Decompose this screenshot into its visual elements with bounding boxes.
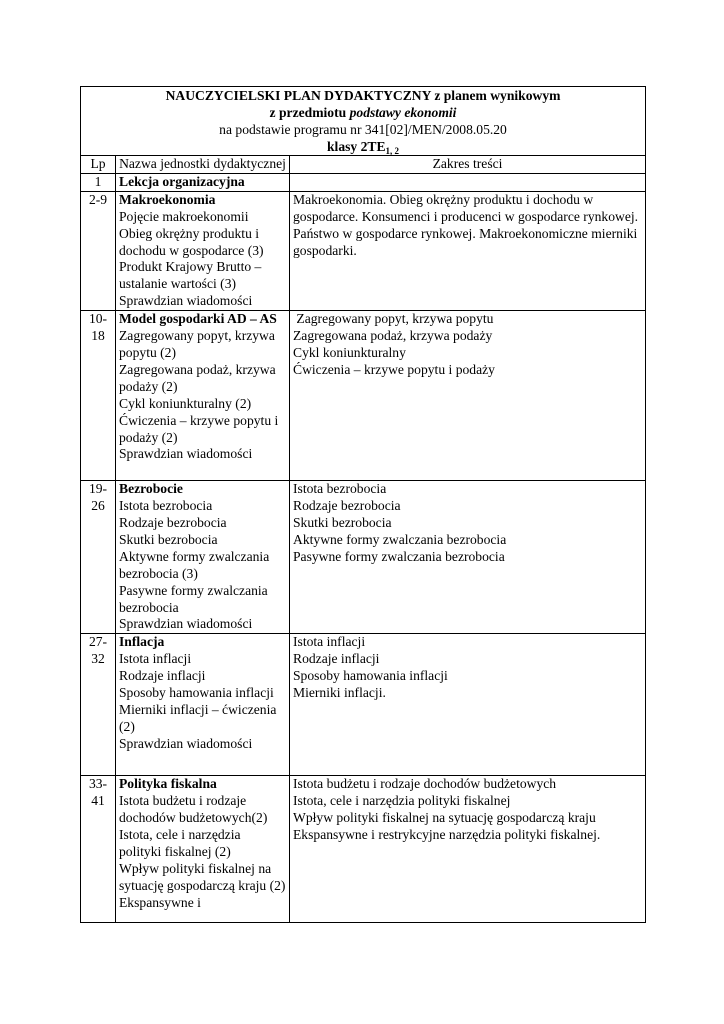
unit-title: Polityka fiskalna	[119, 776, 217, 792]
unit-cell	[116, 173, 290, 191]
subject-name: podstawy ekonomii	[349, 105, 457, 120]
scope-cell	[290, 481, 646, 634]
table-row	[81, 311, 646, 481]
scope-item: Istota inflacji	[293, 634, 366, 650]
unit-cell	[116, 634, 290, 776]
document-header	[81, 87, 646, 156]
table-row	[81, 634, 646, 776]
scope-item: Makroekonomia. Obieg okrężny produktu i dochodu w gospodarce. Konsumenci i producenci w gospodarce rynkowej. Państwo w gospodarce rynkowej. Makroekonomiczne mierniki gospodarki.	[293, 191, 645, 258]
unit-item: Sprawdzian wiadomości	[119, 616, 253, 632]
unit-item: Istota bezrobocia	[119, 498, 213, 514]
unit-item: Pojęcie makroekonomii	[119, 208, 249, 224]
unit-cell	[116, 481, 290, 634]
unit-title: Inflacja	[119, 634, 165, 650]
unit-item: Istota budżetu i rodzaje dochodów budżetowych(2)	[119, 793, 268, 826]
column-header-unit: Nazwa jednostki dydaktycznej	[116, 156, 290, 174]
unit-item: Mierniki inflacji – ćwiczenia (2)	[119, 701, 277, 734]
unit-item: Ćwiczenia – krzywe popytu i podaży (2)	[119, 412, 279, 445]
scope-item: Pasywne formy zwalczania bezrobocia	[293, 548, 505, 564]
table-row	[81, 481, 646, 634]
unit-item: Ekspansywne i	[119, 894, 201, 910]
class-label: klasy 2TE	[326, 139, 386, 154]
scope-item: Ekspansywne i restrykcyjne narzędzia polityki fiskalnej.	[293, 827, 601, 843]
table-row	[81, 776, 646, 923]
row-number: 27-32	[81, 634, 116, 776]
unit-item: Istota, cele i narzędzia polityki fiskalnej (2)	[119, 827, 241, 859]
unit-item: Sprawdzian wiadomości	[119, 446, 253, 462]
unit-title: Bezrobocie	[119, 481, 183, 497]
column-header-scope: Zakres treści	[290, 156, 646, 174]
scope-cell	[290, 191, 646, 310]
unit-item: Zagregowana podaż, krzywa podaży (2)	[119, 361, 276, 394]
unit-title: Lekcja organizacyjna	[119, 173, 245, 189]
unit-item: Sprawdzian wiadomości	[119, 293, 253, 309]
scope-item: Sposoby hamowania inflacji	[293, 668, 448, 684]
unit-item: Cykl koniunkturalny (2)	[119, 395, 252, 411]
scope-item: Istota bezrobocia	[293, 481, 387, 497]
subject-prefix: z przedmiotu	[269, 105, 350, 120]
unit-item: Istota inflacji	[119, 651, 192, 667]
scope-item: Skutki bezrobocia	[293, 514, 392, 530]
unit-item: Aktywne formy zwalczania bezrobocia (3)	[119, 548, 270, 581]
table-row	[81, 173, 646, 191]
unit-item: Produkt Krajowy Brutto – ustalanie wartości (3)	[119, 259, 262, 292]
scope-item: Zagregowany popyt, krzywa popytu	[293, 311, 494, 327]
column-header-row	[81, 156, 646, 174]
unit-item: Sposoby hamowania inflacji	[119, 685, 274, 701]
unit-item: Rodzaje inflacji	[119, 668, 206, 684]
program-line: na podstawie programu nr 341[02]/MEN/2008.05.20	[219, 122, 507, 137]
plan-title: NAUCZYCIELSKI PLAN DYDAKTYCZNY z planem wynikowym	[165, 88, 561, 103]
unit-cell	[116, 311, 290, 481]
scope-cell	[290, 776, 646, 923]
unit-item: Zagregowany popyt, krzywa popytu (2)	[119, 328, 275, 360]
unit-item: Rodzaje bezrobocia	[119, 514, 227, 530]
table-row	[81, 191, 646, 310]
scope-cell	[290, 173, 646, 191]
row-number: 33-41	[81, 776, 116, 923]
unit-cell	[116, 191, 290, 310]
column-header-lp: Lp	[81, 156, 116, 174]
scope-item: Istota budżetu i rodzaje dochodów budżetowych	[293, 776, 557, 792]
scope-cell	[290, 311, 646, 481]
unit-item: Skutki bezrobocia	[119, 531, 218, 547]
plan-rows	[81, 173, 646, 922]
header-row	[81, 87, 646, 156]
class-subscript: 1, 2	[385, 146, 400, 156]
scope-item: Wpływ polityki fiskalnej na sytuację gospodarczą kraju	[293, 810, 596, 826]
unit-title: Makroekonomia	[119, 191, 216, 207]
unit-item: Wpływ polityki fiskalnej na sytuację gospodarczą kraju (2)	[119, 860, 286, 893]
row-number: 2-9	[81, 191, 116, 310]
class-line	[84, 138, 642, 155]
scope-item: Ćwiczenia – krzywe popytu i podaży	[293, 361, 495, 377]
scope-cell	[290, 634, 646, 776]
subject-line	[84, 104, 642, 121]
row-number: 10-18	[81, 311, 116, 481]
row-number: 1	[81, 173, 116, 191]
unit-title: Model gospodarki AD – AS	[119, 311, 277, 327]
scope-item: Cykl koniunkturalny	[293, 344, 406, 360]
scope-item: Mierniki inflacji.	[293, 685, 386, 701]
unit-cell	[116, 776, 290, 923]
unit-item: Sprawdzian wiadomości	[119, 735, 253, 751]
scope-item: Istota, cele i narzędzia polityki fiskalnej	[293, 793, 511, 809]
scope-item: Rodzaje inflacji	[293, 651, 380, 667]
didactic-plan-table	[80, 86, 646, 923]
unit-item: Pasywne formy zwalczania bezrobocia	[119, 582, 268, 615]
unit-item: Obieg okrężny produktu i dochodu w gospodarce (3)	[119, 225, 264, 258]
row-number: 19-26	[81, 481, 116, 634]
scope-item: Rodzaje bezrobocia	[293, 498, 401, 514]
scope-item: Aktywne formy zwalczania bezrobocia	[293, 531, 507, 547]
scope-item: Zagregowana podaż, krzywa podaży	[293, 328, 493, 344]
